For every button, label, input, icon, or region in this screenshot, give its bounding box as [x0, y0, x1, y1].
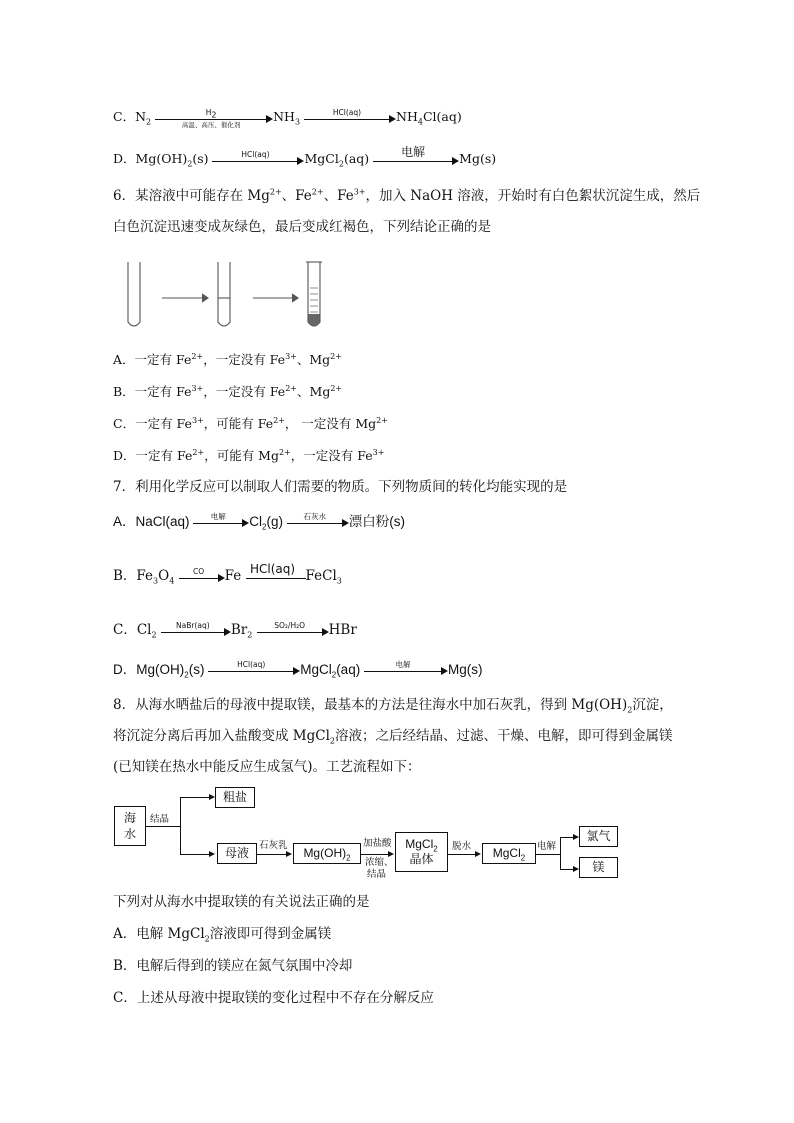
reaction-arrow: SO₂/H₂O: [257, 621, 329, 641]
q8-option-a: A．电解 MgCl$_2$溶液即可得到金属镁: [113, 926, 332, 944]
reaction-arrow: HCl(aq): [304, 108, 396, 128]
q7-stem: 7．利用化学反应可以制取人们需要的物质。下列物质间的转化均能实现的是: [113, 479, 568, 495]
magnesium-box: 镁: [579, 857, 618, 878]
q6-option-a: A．一定有 $Fe^{2+}$，一定没有 $Fe^{3+}$、$Mg^{2+}$: [113, 351, 342, 367]
seawater-box: 海 水: [114, 806, 146, 846]
mother-liquor-box: 母液: [217, 843, 257, 864]
reaction-arrow: 电解: [193, 512, 249, 532]
test-tube-figure: [118, 258, 338, 334]
test-tube-solution: [218, 262, 230, 326]
q6-option-d: D．一定有 $Fe^{2+}$，可能有 $Mg^{2+}$，一定没有 $Fe^{3+}$: [113, 447, 385, 463]
q6-stem-line1: 6．某溶液中可能存在 $Mg^{2+}$、$Fe^{2+}$、$Fe^{3+}$，加入 NaOH 溶液，开始时有白色絮状沉淀生成，然后: [113, 187, 701, 204]
mg-oh2-box: $Mg(OH)_2$: [293, 843, 361, 864]
q8-option-c: C．上述从母液中提取镁的变化过程中不存在分解反应: [113, 990, 434, 1006]
reaction-arrow: CO: [179, 567, 225, 587]
mgcl2-crystal-box: MgCl$_2$ 晶体: [395, 832, 448, 872]
chlorine-box: 氯气: [579, 826, 618, 847]
mgcl2-box: MgCl$_2$: [482, 843, 536, 864]
q6-option-b: B．一定有 $Fe^{3+}$，一定没有 $Fe^{2+}$、$Mg^{2+}$: [113, 383, 343, 399]
crystallize-label: 结晶: [150, 814, 170, 825]
crystallize2-label: 结晶: [367, 869, 387, 880]
q8-stem-line1: 8．从海水晒盐后的母液中提取镁，最基本的方法是往海水中加石灰乳，得到 $Mg(OH)_2$沉淀，: [113, 697, 673, 715]
reaction-arrow: 电解: [373, 150, 459, 170]
reaction-arrow: 电解: [364, 660, 448, 680]
lime-milk-label: 石灰乳: [259, 840, 288, 851]
q7-option-c: C．$Cl_2$ NaBr(aq) $Br_2$ SO₂/H₂O HBr: [113, 620, 357, 640]
dehydrate-label: 脱水: [452, 841, 472, 852]
reaction-line: HCl(aq): [246, 567, 306, 587]
test-tube-empty: [128, 262, 140, 326]
q8-option-b: B．电解后得到的镁应在氮气氛围中冷却: [113, 958, 353, 974]
reaction-arrow: HCl(aq): [212, 150, 304, 170]
q8-stem-line3: (已知镁在热水中能反应生成氢气)。工艺流程如下：: [113, 759, 421, 775]
coarse-salt-box: 粗盐: [215, 787, 255, 808]
add-hcl-label: 加盐酸: [363, 838, 392, 849]
reaction-arrow: $H_2$ 高温、高压、催化剂: [155, 108, 273, 128]
concentrate-label: 浓缩、: [365, 857, 394, 868]
q6-option-c: C．一定有 $Fe^{3+}$，可能有 $Fe^{2+}$， 一定没有 $Mg^{2+}$: [113, 415, 388, 431]
q5-option-c: C．$N_2$ $H_2$ 高温、高压、催化剂 $NH_3$ HCl(aq) $NH_4Cl(aq)$: [113, 107, 462, 129]
reaction-arrow: NaBr(aq): [161, 621, 231, 641]
q7-option-a: A．NaCl(aq) 电解 $Cl_2(g)$ 石灰水 漂白粉(s): [113, 512, 406, 532]
q5-option-d: D．$Mg(OH)_2(s)$ HCl(aq) MgCl$_2$(aq) 电解 Mg(s): [113, 144, 497, 169]
q7-option-d: D．$Mg(OH)_2(s)$ HCl(aq) MgCl$_2$(aq) 电解 Mg(s): [113, 660, 483, 680]
reaction-arrow: 石灰水: [287, 512, 349, 532]
reaction-arrow: HCl(aq): [208, 660, 300, 680]
q8-question: 下列对从海水中提取镁的有关说法正确的是: [113, 894, 370, 910]
q7-option-b: B．$Fe_3O_4$ CO Fe HCl(aq) FeCl$_3$: [113, 561, 342, 586]
q8-stem-line2: 将沉淀分离后再加入盐酸变成 MgCl$_2$溶液；之后经结晶、过滤、干燥、电解，即可得到金属镁: [113, 728, 673, 746]
electrolysis-label: 电解: [537, 841, 557, 852]
q6-stem-line2: 白色沉淀迅速变成灰绿色，最后变成红褐色，下列结论正确的是: [113, 219, 491, 235]
